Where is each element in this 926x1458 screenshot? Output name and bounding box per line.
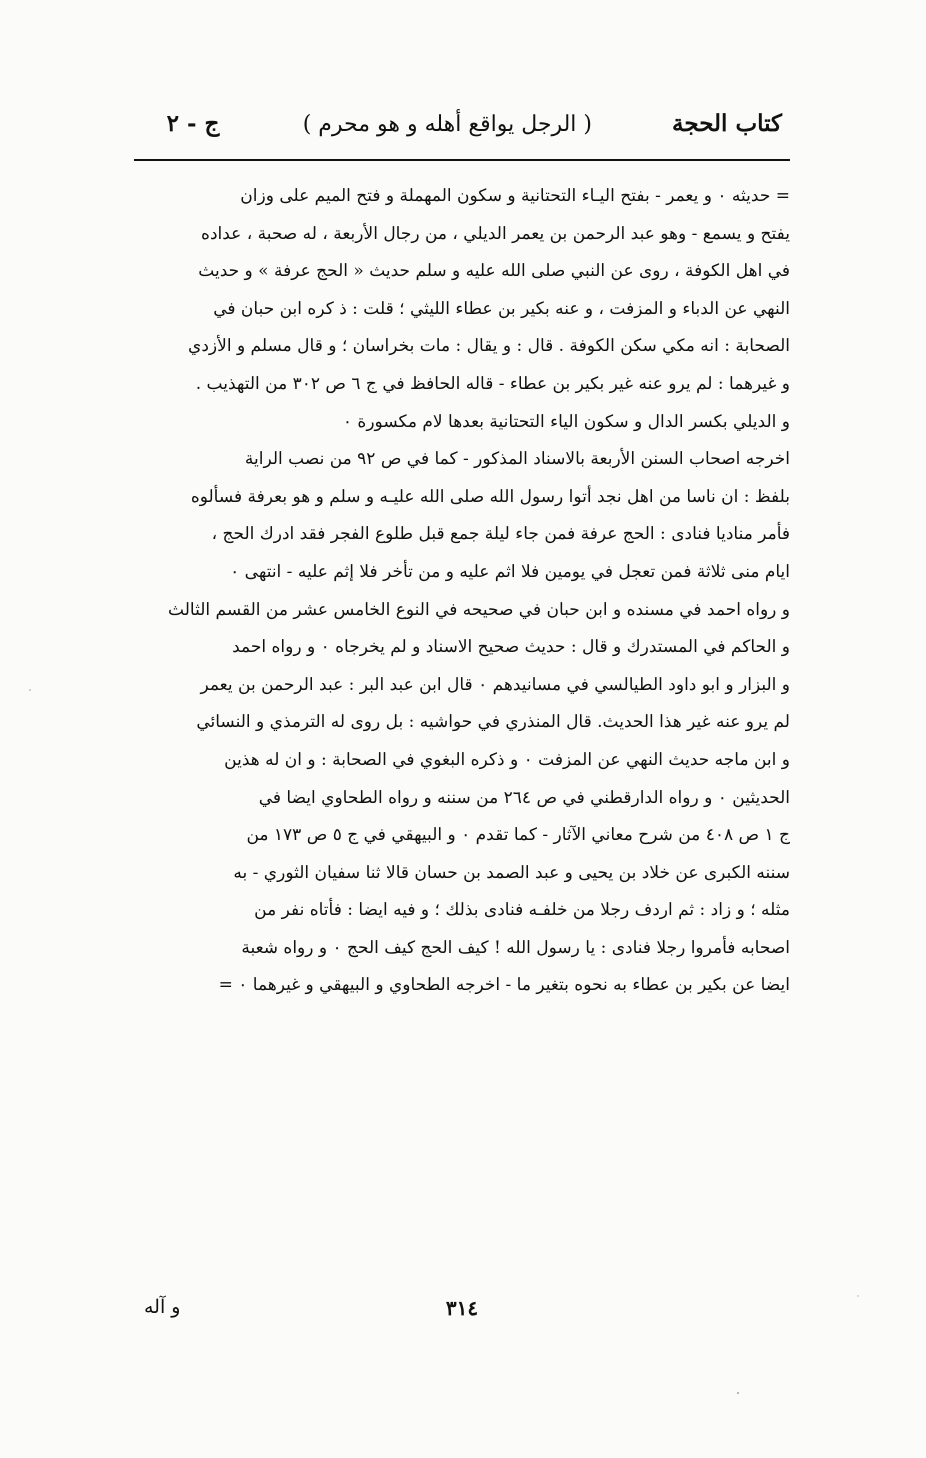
body-text [134, 178, 790, 1005]
text-line: لم يرو عنه غير هذا الحديث. قال المنذري في حواشيه : بل روى له الترمذي و النسائي [196, 712, 790, 733]
text-line: و الحاكم في المستدرك و قال : حديث صحيح الاسناد و لم يخرجاه ٠ و رواه احمد [232, 637, 790, 658]
text-line: و البزار و ابو داود الطيالسي في مسانيدهم ٠ قال ابن عبد البر : عبد الرحمن بن يعمر [200, 674, 790, 695]
text-line: الصحابة : انه مكي سكن الكوفة . قال : و يقال : مات بخراسان ؛ و قال مسلم و الأزدي [188, 336, 790, 357]
text-line: = حديثه ٠ و يعمر - بفتح اليـاء التحتانية و سكون المهملة و فتح الميم على وزان [240, 186, 790, 206]
page-number: ٣١٤ [445, 1296, 479, 1320]
text-line: مثله ؛ و زاد : ثم اردف رجلا من خلفـه فنادى بذلك ؛ و فيه ايضا : فأتاه نفر من [254, 900, 790, 921]
text-line: و الديلي بكسر الدال و سكون الياء التحتانية بعدها لام مكسورة ٠ [342, 411, 790, 432]
catchword: و آله [144, 1296, 181, 1318]
chapter-topic: ( الرجل يواقع أهله و هو محرم ) [302, 112, 592, 137]
text-line: يفتح و يسمع - وهو عبد الرحمن بن يعمر الديلي ، من رجال الأربعة ، له صحبة ، عداده [201, 223, 790, 244]
text-line: الحديثين ٠ و رواه الدارقطني في ص ٢٦٤ من سننه و رواه الطحاوي ايضا في [258, 787, 790, 808]
text-line: اخرجه اصحاب السنن الأربعة بالاسناد المذكور - كما في ص ٩٢ من نصب الراية [244, 449, 790, 470]
text-line: بلفظ : ان ناسا من اهل نجد أتوا رسول الله صلى الله عليـه و سلم و هو بعرفة فسألوه [190, 486, 790, 507]
page-footer [134, 1296, 790, 1336]
text-line: في اهل الكوفة ، روى عن النبي صلى الله عليه و سلم حديث « الحج عرفة » و حديث [198, 261, 790, 282]
text-line: ايضا عن بكير بن عطاء به نحوه بتغير ما - اخرجه الطحاوي و البيهقي و غيرهما ٠ = [218, 975, 790, 996]
text-line: النهي عن الدباء و المزفت ، و عنه بكير بن عطاء الليثي ؛ قلت : ذ كره ابن حبان في [213, 298, 790, 319]
text-line: فأمر مناديا فنادى : الحج عرفة فمن جاء ليلة جمع قبل طلوع الفجر فقد ادرك الحج ، [211, 524, 790, 545]
text-line: و ابن ماجه حديث النهي عن المزفت ٠ و ذكره البغوي في الصحابة : و ان له هذين [224, 749, 790, 770]
text-line: ايام منى ثلاثة فمن تعجل في يومين فلا اثم عليه و من تأخر فلا إثم عليه - انتهى ٠ [230, 561, 790, 582]
volume-marker: ج - ٢ [166, 110, 220, 137]
page-header [138, 110, 782, 154]
text-line: و رواه احمد في مسنده و ابن حبان في صحيحه في النوع الخامس عشر من القسم الثالث [168, 599, 790, 620]
text-line: اصحابه فأمروا رجلا فنادى : يا رسول الله ! كيف الحج كيف الحج ٠ و رواه شعبة [241, 937, 790, 958]
header-rule [134, 159, 790, 161]
text-line: و غيرهما : لم يرو عنه غير بكير بن عطاء - قاله الحافظ في ج ٦ ص ٣٠٢ من التهذيب . [195, 373, 790, 394]
book-title: كتاب الحجة [672, 110, 782, 137]
text-line: سننه الكبرى عن خلاد بن يحيى و عبد الصمد بن حسان قالا ثنا سفيان الثوري - به [233, 862, 790, 883]
text-line: ج ١ ص ٤٠٨ من شرح معاني الآثار - كما تقدم ٠ و البيهقي في ج ٥ ص ١٧٣ من [246, 825, 790, 846]
